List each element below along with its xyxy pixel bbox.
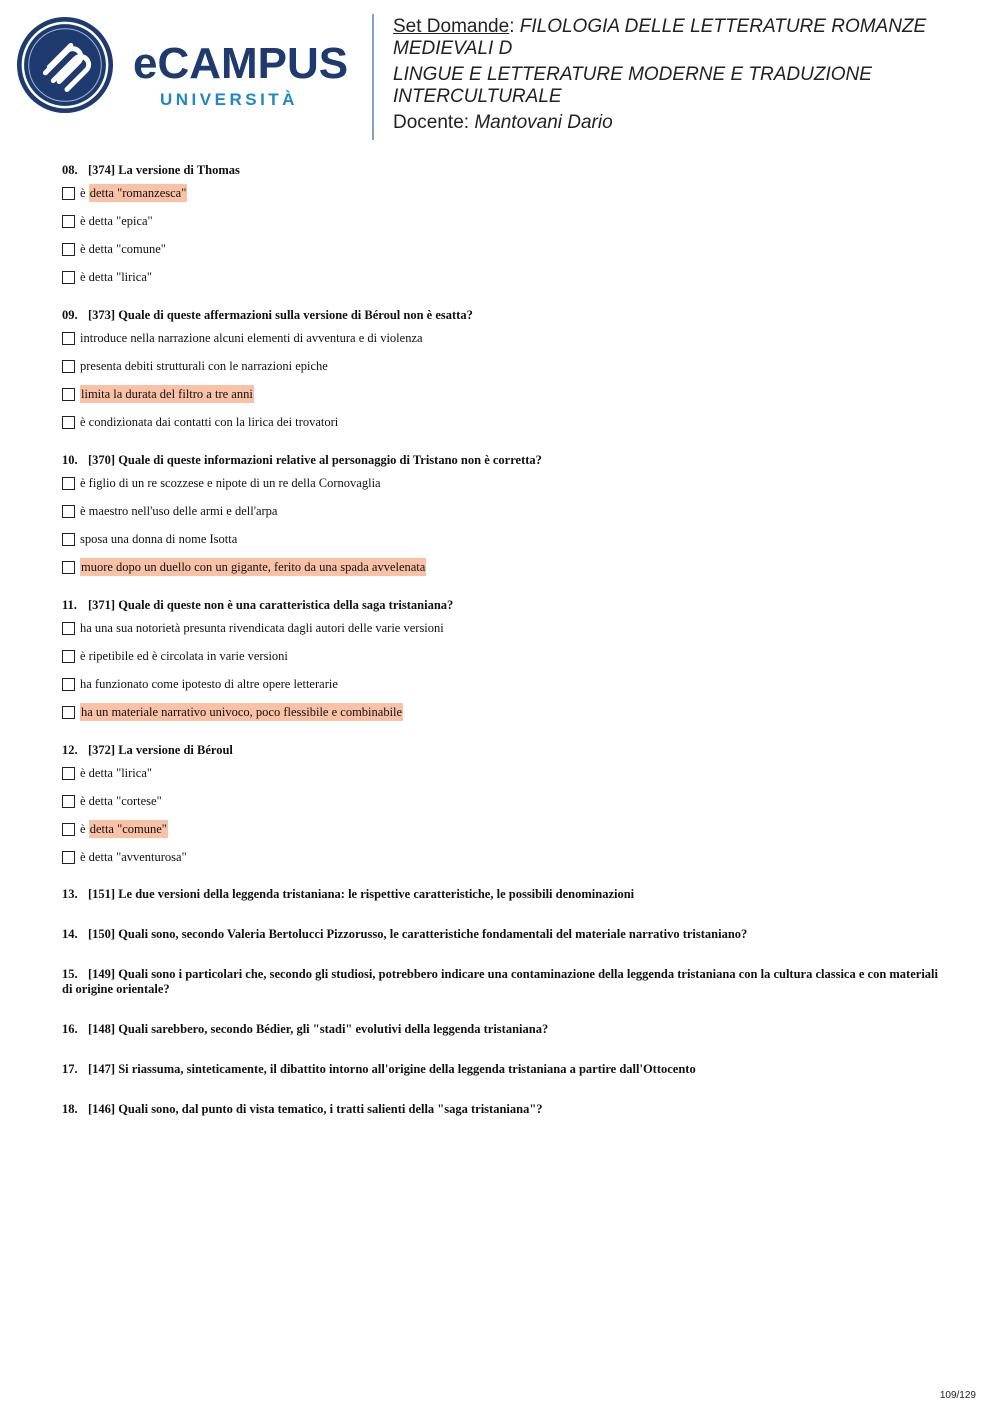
teacher-label: Docente: [393,112,470,133]
answer-text: è detta "avventurosa" [80,850,187,864]
answer-option[interactable] [62,700,942,728]
answer-option[interactable] [62,789,942,817]
question-block [62,162,942,293]
answer-prefix: è [80,822,89,836]
answer-label [80,358,328,374]
answer-label [80,676,338,692]
answer-option[interactable] [62,555,942,583]
answer-text: è detta "comune" [80,242,166,256]
answer-text: è detta "lirica" [80,270,152,284]
header-info [393,16,983,134]
answer-text: è maestro nell'uso delle armi e dell'arpa [80,504,278,518]
answer-checkbox[interactable] [62,622,75,635]
answer-option[interactable] [62,237,942,265]
ecampus-logo-text: eCAMPUS [133,39,349,88]
answer-checkbox[interactable] [62,678,75,691]
question-text: [151] Le due versioni della leggenda tristaniana: le rispettive caratteristiche, le possibili denominazioni [88,887,635,901]
answer-checkbox[interactable] [62,332,75,345]
question-text: [372] La versione di Béroul [88,743,233,757]
answer-label [80,386,254,402]
question-title [62,597,942,613]
answer-checkbox[interactable] [62,795,75,808]
answer-checkbox[interactable] [62,271,75,284]
ecampus-logo-icon [16,16,114,114]
answer-label [80,269,152,285]
answer-option[interactable] [62,382,942,410]
set-label: Set Domande [393,16,510,37]
question-number: 16. [62,1022,78,1036]
answer-label [80,503,277,519]
correct-answer-text: detta "romanzesca" [89,186,187,200]
answer-checkbox[interactable] [62,416,75,429]
answer-text: ha funzionato come ipotesto di altre opere letterarie [80,677,338,691]
question-text: [374] La versione di Thomas [88,163,240,177]
question-text: [149] Quali sono i particolari che, secondo gli studiosi, potrebbero indicare una contaminazione della leggenda tristaniana con la cultura classica e con materiali di origine orientale? [62,967,938,996]
question-block [62,307,942,438]
correct-answer-text: limita la durata del filtro a tre anni [81,387,253,401]
question-title [62,742,942,758]
answer-checkbox[interactable] [62,243,75,256]
header-divider [372,14,374,140]
answer-label [80,793,162,809]
universita-logo-text: UNIVERSITÀ [160,90,298,109]
answer-option[interactable] [62,471,942,499]
answer-label [80,330,423,346]
question-text: [147] Si riassuma, sinteticamente, il dibattito intorno all'origine della leggenda tristaniana a partire dall'Ottocento [88,1062,696,1076]
answer-label [80,849,187,865]
open-question [62,1102,942,1117]
open-question [62,927,942,942]
answer-option[interactable] [62,845,942,873]
answer-text: è ripetibile ed è circolata in varie versioni [80,649,288,663]
answer-checkbox[interactable] [62,215,75,228]
answer-option[interactable] [62,181,942,209]
answer-text: è detta "lirica" [80,766,152,780]
correct-answer-text: detta "comune" [89,822,167,836]
answer-label [80,475,381,491]
teacher-name: Mantovani Dario [474,112,613,133]
questions-section [62,162,942,1142]
multiple-choice-list [62,162,942,873]
question-title [62,162,942,178]
answer-option[interactable] [62,817,942,845]
answer-label [80,559,426,575]
answer-checkbox[interactable] [62,706,75,719]
question-number: 12. [62,743,78,757]
question-title [62,307,942,323]
question-number: 18. [62,1102,78,1116]
answer-text: sposa una donna di nome Isotta [80,532,238,546]
question-text: [150] Quali sono, secondo Valeria Bertolucci Pizzorusso, le caratteristiche fondamentali del materiale narrativo tristaniano? [88,927,748,941]
answer-text: presenta debiti strutturali con le narrazioni epiche [80,359,328,373]
answer-option[interactable] [62,209,942,237]
answer-option[interactable] [62,527,942,555]
open-question-list [62,887,942,1117]
course-line: Set Domande: FILOLOGIA DELLE LETTERATURE ROMANZE MEDIEVALI D [393,16,927,59]
answer-text: è detta "cortese" [80,794,162,808]
open-question [62,1022,942,1037]
question-block [62,742,942,873]
answer-text: è detta "epica" [80,214,153,228]
answer-checkbox[interactable] [62,533,75,546]
answer-option[interactable] [62,326,942,354]
answer-label [80,704,403,720]
degree-line [393,64,983,108]
question-block [62,452,942,583]
answer-option[interactable] [62,761,942,789]
question-number: 14. [62,927,78,941]
answer-option[interactable] [62,410,942,438]
answer-checkbox[interactable] [62,650,75,663]
answer-text: ha una sua notorietà presunta rivendicata dagli autori delle varie versioni [80,621,444,635]
answer-label [80,414,338,430]
question-number: 08. [62,163,78,177]
teacher-line [393,112,983,134]
answer-text: introduce nella narrazione alcuni elementi di avventura e di violenza [80,331,423,345]
answer-label [80,648,288,664]
answer-checkbox[interactable] [62,505,75,518]
answer-label [80,620,444,636]
answer-checkbox[interactable] [62,561,75,574]
open-question [62,1062,942,1077]
question-block [62,597,942,728]
answer-label [80,213,153,229]
answer-checkbox[interactable] [62,388,75,401]
answer-checkbox[interactable] [62,187,75,200]
answer-checkbox[interactable] [62,767,75,780]
answer-text: è figlio di un re scozzese e nipote di un re della Cornovaglia [80,476,381,490]
question-number: 13. [62,887,78,901]
question-title [62,452,942,468]
answer-option[interactable] [62,616,942,644]
answer-checkbox[interactable] [62,851,75,864]
question-number: 09. [62,308,78,322]
answer-option[interactable] [62,644,942,672]
question-number: 15. [62,967,78,981]
question-text: [148] Quali sarebbero, secondo Bédier, gli "stadi" evolutivi della leggenda tristaniana? [88,1022,549,1036]
answer-option[interactable] [62,672,942,700]
question-text: [146] Quali sono, dal punto di vista tematico, i tratti salienti della "saga tristaniana"? [88,1102,543,1116]
answer-label [80,531,237,547]
answer-label [80,821,168,837]
open-question [62,967,942,997]
answer-option[interactable] [62,265,942,293]
answer-label [80,241,166,257]
page-number: 109/129 [939,1390,976,1401]
page-header [0,0,1000,150]
degree-title: LINGUE E LETTERATURE MODERNE E TRADUZIONE INTERCULTURALE [393,64,872,107]
correct-answer-text: muore dopo un duello con un gigante, ferito da una spada avvelenata [81,560,426,574]
answer-checkbox[interactable] [62,823,75,836]
question-number: 11. [62,598,77,612]
question-text: [370] Quale di queste informazioni relative al personaggio di Tristano non è corretta? [88,453,542,467]
question-number: 17. [62,1062,78,1076]
question-number: 10. [62,453,78,467]
answer-option[interactable] [62,354,942,382]
open-question [62,887,942,902]
answer-label [80,765,152,781]
answer-checkbox[interactable] [62,360,75,373]
answer-option[interactable] [62,499,942,527]
answer-label [80,185,187,201]
answer-text: è condizionata dai contatti con la lirica dei trovatori [80,415,339,429]
answer-checkbox[interactable] [62,477,75,490]
course-title: FILOLOGIA DELLE LETTERATURE ROMANZE MEDIEVALI D [393,16,927,59]
question-text: [373] Quale di queste affermazioni sulla versione di Béroul non è esatta? [88,308,473,322]
question-text: [371] Quale di queste non è una caratteristica della saga tristaniana? [88,598,454,612]
answer-prefix: è [80,186,89,200]
correct-answer-text: ha un materiale narrativo univoco, poco flessibile e combinabile [81,705,403,719]
